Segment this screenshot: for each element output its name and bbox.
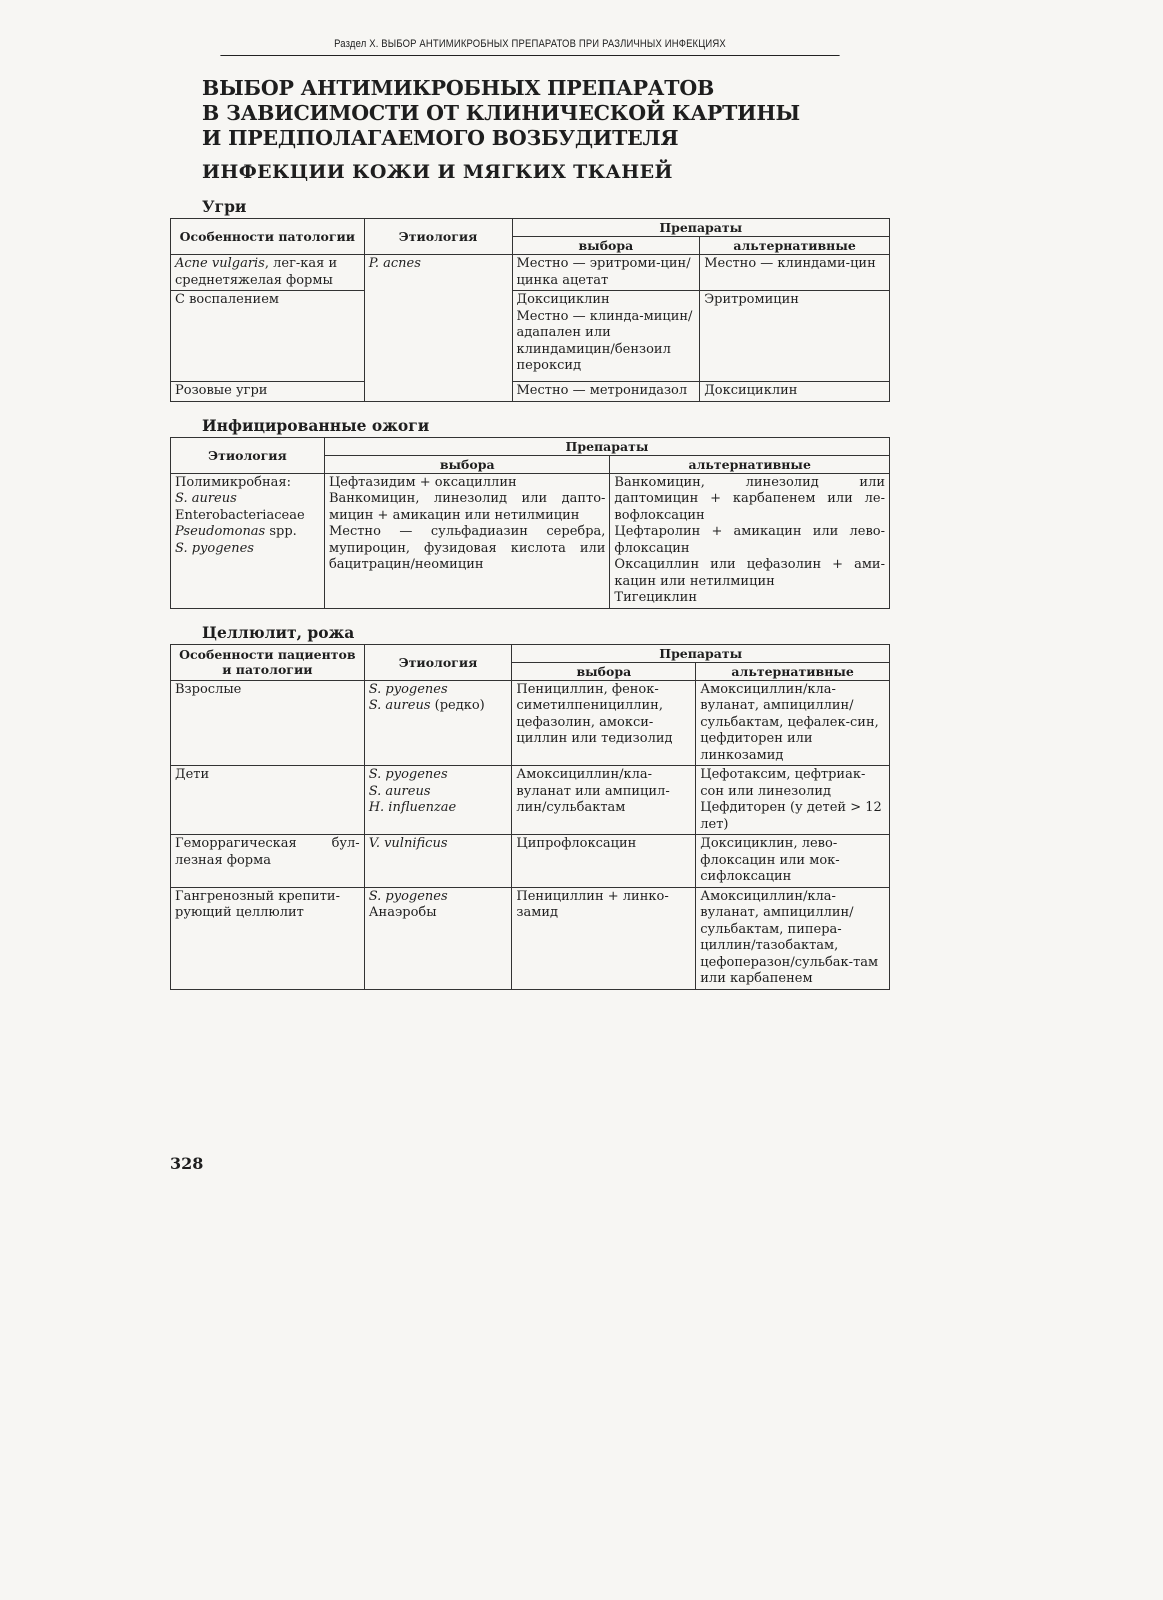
table-row: Acne vulgaris, лег-кая и среднетяжелая формы P. acnes Местно — эритроми-цин/цинка ацетат Местно — клиндами-цин [171, 255, 890, 291]
page-title: ВЫБОР АНТИМИКРОБНЫХ ПРЕПАРАТОВ В ЗАВИСИМОСТИ ОТ КЛИНИЧЕСКОЙ КАРТИНЫ И ПРЕДПОЛАГАЕМОГО ВОЗБУДИТЕЛЯ [202, 76, 800, 150]
table-row: Дети S. pyogenes S. aureus H. influenzae Амоксициллин/кла-вуланат или ампицил-лин/сульбактам Цефотаксим, цефтриак-сон или линезолид Цефдиторен (у детей > 12 лет) [171, 766, 890, 835]
col-alternative: альтернативные [696, 662, 890, 680]
table-row: С воспалением Доксициклин Местно — клинда-мицин/адапален или клиндамицин/бензоил пероксид Эритромицин [171, 291, 890, 382]
col-drugs: Препараты [512, 219, 890, 237]
acne-heading: Угри [202, 197, 247, 216]
running-head: Раздел X. ВЫБОР АНТИМИКРОБНЫХ ПРЕПАРАТОВ ПРИ РАЗЛИЧНЫХ ИНФЕКЦИЯХ [220, 38, 839, 56]
book-page [170, 38, 890, 990]
acne-table [170, 218, 890, 402]
col-alternative: альтернативные [700, 237, 890, 255]
cellulitis-heading: Целлюлит, рожа [202, 622, 355, 642]
table-row: Геморрагическая бул-лезная форма V. vulnificus Ципрофлоксацин Доксициклин, лево-флоксацин или мок-сифлоксацин [171, 835, 890, 888]
table-row: Гангренозный крепити-рующий целлюлит S. pyogenes Анаэробы Пенициллин + линко-замид Амоксициллин/кла-вуланат, ампициллин/сульбактам, пипера-циллин/тазобактам, цефоперазон/сульбак-там или карбапенем [171, 887, 890, 989]
burns-table [170, 437, 890, 609]
col-choice: выбора [324, 455, 609, 473]
col-etiology: Этиология [364, 644, 512, 680]
page-number: 328 [170, 1154, 204, 1173]
burns-heading: Инфицированные ожоги [202, 415, 430, 435]
col-features: Особенности пациентов и патологии [171, 644, 365, 680]
col-choice: выбора [512, 237, 700, 255]
col-drugs: Препараты [512, 644, 890, 662]
col-etiology: Этиология [364, 219, 512, 255]
col-alternative: альтернативные [610, 455, 890, 473]
col-choice: выбора [512, 662, 696, 680]
table-row: Взрослые S. pyogenes S. aureus (редко) Пенициллин, фенок-симетилпенициллин, цефазолин, амокси-циллин или тедизолид Амоксициллин/кла-вуланат, ампициллин/сульбактам, цефалек-син, цефдиторен или линкозамид [171, 680, 890, 766]
col-features: Особенности патологии [171, 219, 365, 255]
col-etiology: Этиология [171, 437, 325, 473]
section-title: ИНФЕКЦИИ КОЖИ И МЯГКИХ ТКАНЕЙ [202, 161, 673, 183]
cellulitis-table [170, 644, 890, 990]
col-drugs: Препараты [324, 437, 889, 455]
table-row: Полимикробная: S. aureus Enterobacteriaceae Pseudomonas spp. S. pyogenes Цефтазидим + оксациллин Ванкомицин, линезолид или дапто-мицин + амикацин или нетилмицин Местно — сульфадиазин серебра, мупироцин, фузидовая кислота или бацитрацин/неомицин Ванкомицин, линезолид или даптомицин + карбапенем или ле-вофлоксацин Цефтаролин + амикацин или лево-флоксацин Оксациллин или цефазолин + ами-кацин или нетилмицин Тигециклин [171, 473, 890, 608]
table-row: Розовые угри Местно — метронидазол Доксициклин [171, 382, 890, 402]
